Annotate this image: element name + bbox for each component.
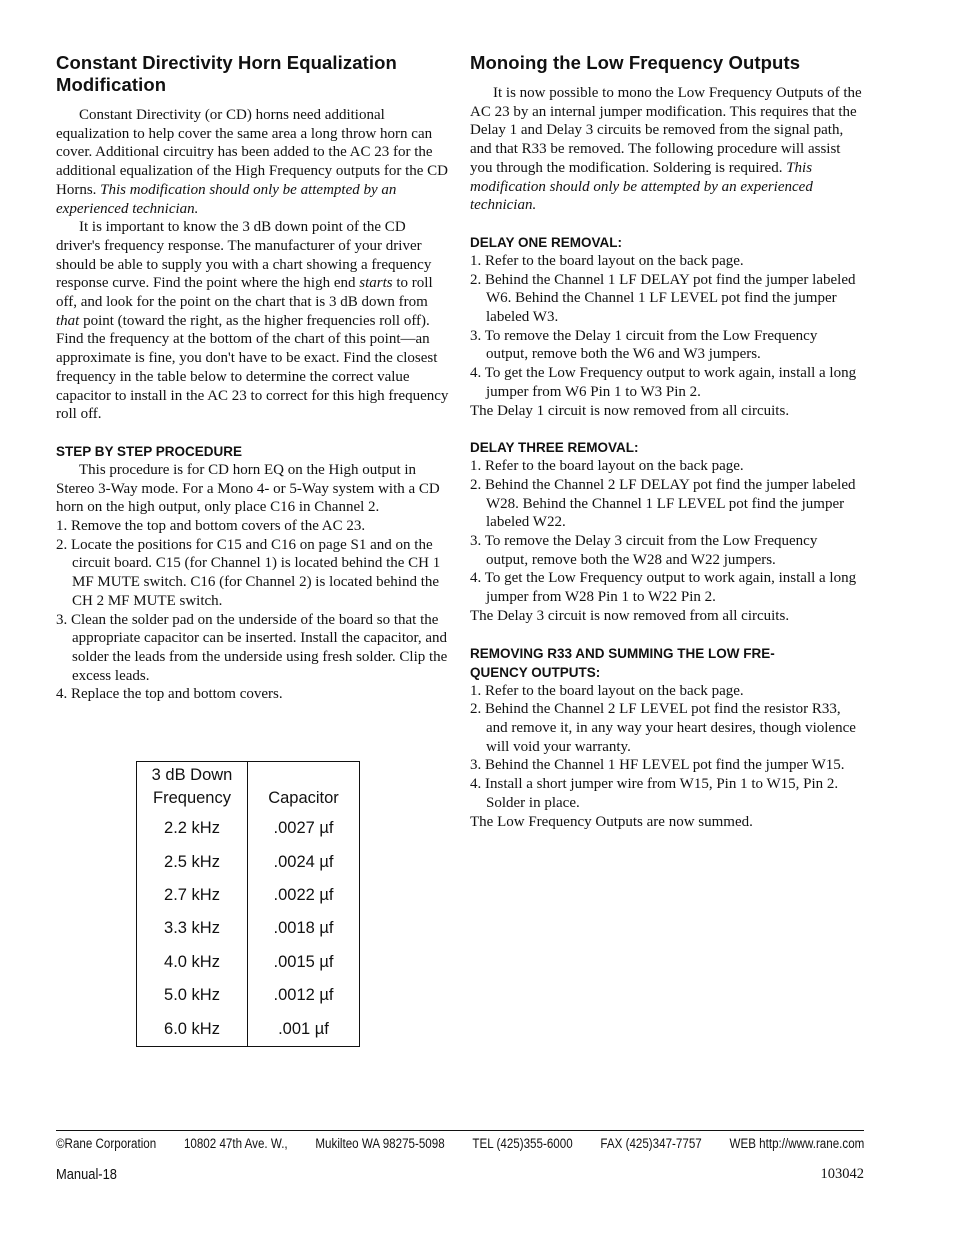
delay-one-steps bbox=[470, 252, 862, 402]
delay-one-step: 4. To get the Low Frequency output to work again, install a long jumper from W6 Pin 1 to W3 Pin 2. bbox=[470, 365, 857, 400]
header-frequency-line2: Frequency bbox=[153, 789, 231, 807]
table-row bbox=[137, 879, 360, 912]
r33-heading-line1: REMOVING R33 AND SUMMING THE LOW FRE- bbox=[470, 645, 775, 661]
table-row bbox=[137, 1012, 360, 1046]
delay-one-heading: DELAY ONE REMOVAL: bbox=[470, 234, 623, 250]
left-column bbox=[56, 52, 449, 704]
frequency-cell: 2.5 kHz bbox=[137, 845, 248, 878]
procedure-step: 1. Remove the top and bottom covers of the AC 23. bbox=[56, 518, 366, 535]
mono-lf-intro bbox=[470, 84, 862, 215]
capacitor-cell: .0015 µf bbox=[273, 952, 334, 971]
cd-horn-intro-paragraph bbox=[56, 106, 449, 218]
capacitor-cell: .0012 µf bbox=[273, 986, 334, 1005]
capacitor-cell: .0018 µf bbox=[273, 919, 334, 938]
delay-one-step: 2. Behind the Channel 1 LF DELAY pot find the jumper labeled W6. Behind the Channel 1 LF LEVEL pot find the jumper labeled W3. bbox=[470, 271, 856, 326]
intro-text: Constant Directivity (or CD) horns need additional equalization to help cover the same area a long throw horn can cover. Additional circuitry has been added to the AC 23 for the additional equalization of the High Frequency outputs for the CD Horns. bbox=[56, 107, 448, 198]
frequency-cell: 6.0 kHz bbox=[137, 1012, 248, 1046]
r33-step: 2. Behind the Channel 2 LF LEVEL pot find the resistor R33, and remove it, in any way your heart desires, though violence will void your warranty. bbox=[470, 701, 856, 755]
frequency-cell: 2.2 kHz bbox=[137, 812, 248, 845]
header-frequency-line1: 3 dB Down bbox=[151, 766, 233, 784]
mono-lf-section-title: Monoing the Low Frequency Outputs bbox=[470, 52, 801, 73]
delay-three-heading: DELAY THREE REMOVAL: bbox=[470, 440, 639, 456]
mono-intro-warning: This modification should only be attempted by an experienced technician. bbox=[470, 159, 813, 214]
intro-warning: This modification should only be attempted by an experienced technician. bbox=[56, 181, 397, 217]
capacitor-table bbox=[136, 761, 360, 1047]
footer-contact-line bbox=[56, 1136, 864, 1151]
frequency-emphasis-starts: starts bbox=[359, 275, 393, 292]
table-row bbox=[137, 979, 360, 1012]
footer-fax: FAX (425)347-7757 bbox=[600, 1136, 702, 1151]
procedure-step: 3. Clean the solder pad on the underside of the board so that the appropriate capacitor can be inserted. Install the capacitor, and solder the leads from the underside using fresh solder. Clip the excess leads. bbox=[56, 611, 448, 684]
footer-divider bbox=[56, 1130, 864, 1131]
r33-step: 3. Behind the Channel 1 HF LEVEL pot find the jumper W15. bbox=[470, 757, 845, 774]
frequency-cell: 3.3 kHz bbox=[137, 912, 248, 945]
delay-three-step: 2. Behind the Channel 2 LF DELAY pot find the jumper labeled W28. Behind the Channel 1 LF LEVEL pot find the jumper labeled W22. bbox=[470, 476, 856, 531]
procedure-step: 4. Replace the top and bottom covers. bbox=[56, 686, 283, 703]
r33-heading bbox=[470, 644, 862, 682]
table-header-row bbox=[137, 762, 360, 813]
frequency-emphasis-that: that bbox=[56, 312, 80, 329]
table-row bbox=[137, 946, 360, 979]
r33-heading-line2: QUENCY OUTPUTS: bbox=[470, 664, 601, 680]
r33-closing: The Low Frequency Outputs are now summed. bbox=[470, 813, 753, 830]
frequency-text-a: It is important to know the 3 dB down point of the CD driver's frequency response. The manufacturer of your driver should be able to supply you with a chart showing a frequency response curve. Find the point where the high end bbox=[56, 219, 432, 292]
frequency-cell: 4.0 kHz bbox=[137, 946, 248, 979]
r33-steps bbox=[470, 682, 862, 813]
right-column bbox=[470, 52, 862, 831]
delay-one-closing: The Delay 1 circuit is now removed from all circuits. bbox=[470, 402, 790, 419]
r33-step: 4. Install a short jumper wire from W15, Pin 1 to W15, Pin 2. Solder in place. bbox=[470, 776, 839, 811]
table-row bbox=[137, 912, 360, 945]
header-frequency bbox=[137, 762, 248, 813]
footer-company: ©Rane Corporation bbox=[56, 1136, 157, 1151]
delay-three-steps bbox=[470, 457, 862, 607]
cd-horn-frequency-paragraph bbox=[56, 218, 449, 424]
capacitor-cell: .0022 µf bbox=[273, 885, 334, 904]
document-number: 103042 bbox=[820, 1166, 864, 1182]
procedure-heading: STEP BY STEP PROCEDURE bbox=[56, 443, 243, 459]
procedure-steps-list bbox=[56, 517, 449, 704]
footer-web: WEB http://www.rane.com bbox=[729, 1136, 865, 1151]
cd-horn-section-title: Constant Directivity Horn Equalization Modification bbox=[56, 52, 397, 95]
delay-three-step: 1. Refer to the board layout on the back page. bbox=[470, 458, 744, 475]
delay-three-step: 3. To remove the Delay 3 circuit from the Low Frequency output, remove both the W28 and W22 jumpers. bbox=[470, 533, 818, 568]
footer-city: Mukilteo WA 98275-5098 bbox=[315, 1136, 445, 1151]
delay-one-step: 1. Refer to the board layout on the back page. bbox=[470, 252, 744, 269]
table-row bbox=[137, 845, 360, 878]
procedure-intro: This procedure is for CD horn EQ on the High output in Stereo 3-Way mode. For a Mono 4- or 5-Way system with a CD horn on the high output, only place C16 in Channel 2. bbox=[56, 461, 440, 516]
frequency-cell: 2.7 kHz bbox=[137, 879, 248, 912]
capacitor-cell: .0024 µf bbox=[273, 852, 334, 871]
procedure-step: 2. Locate the positions for C15 and C16 on page S1 and on the circuit board. C15 (for Channel 1) is located behind the CH 1 MF MUTE switch. C16 (for Channel 2) is located behind the CH 2 MF MUTE switch. bbox=[56, 536, 441, 609]
footer-address: 10802 47th Ave. W., bbox=[183, 1136, 288, 1151]
frequency-cell: 5.0 kHz bbox=[137, 979, 248, 1012]
frequency-text-b: to roll off, and look for the point on the chart that is 3 dB down from bbox=[56, 275, 433, 311]
delay-three-step: 4. To get the Low Frequency output to work again, install a long jumper from W28 Pin 1 to W22 Pin 2. bbox=[470, 570, 857, 606]
header-capacitor: Capacitor bbox=[268, 789, 339, 807]
table-row bbox=[137, 812, 360, 845]
page-label: Manual-18 bbox=[56, 1166, 117, 1183]
delay-three-closing: The Delay 3 circuit is now removed from all circuits. bbox=[470, 607, 790, 624]
delay-one-step: 3. To remove the Delay 1 circuit from the Low Frequency output, remove both the W6 and W3 jumpers. bbox=[470, 327, 818, 363]
mono-intro-text: It is now possible to mono the Low Frequency Outputs of the AC 23 by an internal jumper modification. This requires that the Delay 1 and Delay 3 circuits be removed from the signal path, and that R33 be removed. The following procedure will assist you through the modification. Soldering is required. bbox=[470, 85, 862, 176]
capacitor-cell: .0027 µf bbox=[273, 819, 334, 838]
capacitor-cell: .001 µf bbox=[278, 1019, 329, 1038]
footer-tel: TEL (425)355-6000 bbox=[472, 1136, 573, 1151]
r33-step: 1. Refer to the board layout on the back page. bbox=[470, 682, 744, 699]
frequency-text-c: point (toward the right, as the higher frequencies roll off). Find the frequency at the bottom of the chart of this point—an approximate is fine, you don't have to be exact. Find the closest frequency in the table below to determine the correct value capacitor to install in the AC 23 to correct for this high frequency roll off. bbox=[56, 312, 449, 423]
